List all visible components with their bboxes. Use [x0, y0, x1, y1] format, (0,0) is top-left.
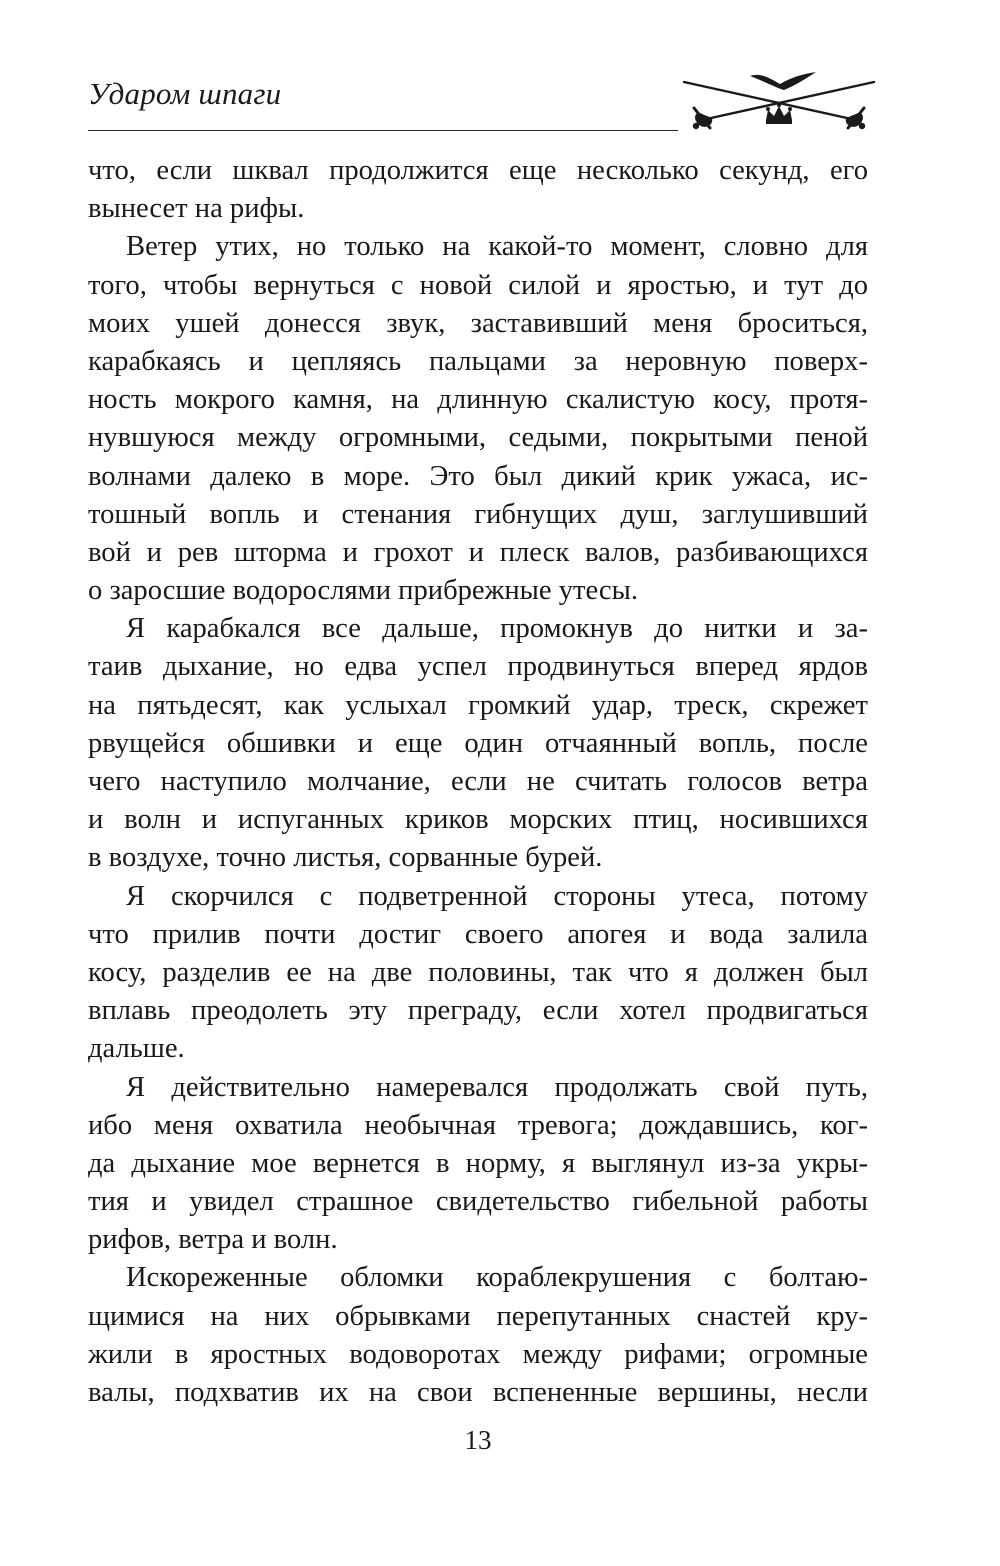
- text-line: Искореженные обломки кораблекрушения с болтаю-: [126, 1262, 868, 1294]
- text-line: тошный вопль и стенания гибнущих душ, заглушивший: [88, 498, 868, 530]
- text-line: Я скорчился с подветренной стороны утеса, потому: [126, 880, 868, 912]
- text-line: что, если шквал продолжится еще несколько секунд, его: [88, 155, 868, 186]
- text-line: того, чтобы вернуться с новой силой и яростью, и тут до: [88, 269, 868, 301]
- text-line: ность мокрого камня, на длинную скалистую косу, протя-: [88, 384, 868, 416]
- text-line: в воздухе, точно листья, сорванные бурей.: [88, 842, 603, 874]
- text-line: вой и рев шторма и грохот и плеск валов, разбивающихся: [88, 536, 868, 568]
- text-line: карабкаясь и цепляясь пальцами за неровную поверх-: [88, 345, 868, 377]
- text-line: ибо меня охватила необычная тревога; дождавшись, ког-: [88, 1109, 868, 1141]
- text-line: о заросшие водорослями прибрежные утесы.: [88, 575, 638, 607]
- crossed-swords-emblem-icon: [680, 70, 878, 136]
- text-line: вынесет на рифы.: [88, 193, 305, 225]
- text-line: моих ушей донесся звук, заставивший меня броситься,: [88, 307, 868, 339]
- text-line: что прилив почти достиг своего апогея и вода залила: [88, 918, 868, 950]
- text-line: тия и увидел страшное свидетельство гибельной работы: [88, 1186, 868, 1218]
- text-line: рифов, ветра и волн.: [88, 1224, 338, 1256]
- text-line: вплавь преодолеть эту преграду, если хотел продвигаться: [88, 995, 868, 1027]
- text-line: и волн и испуганных криков морских птиц, носившихся: [88, 804, 868, 836]
- text-line: волнами далеко в море. Это был дикий крик ужаса, ис-: [88, 460, 868, 492]
- header-rule: [88, 130, 678, 131]
- text-line: косу, разделив ее на две половины, так что я должен был: [88, 956, 868, 988]
- text-line: щимися на них обрывками перепутанных снастей кру-: [88, 1300, 868, 1332]
- running-header: [88, 70, 878, 140]
- text-line: Я действительно намеревался продолжать свой путь,: [126, 1071, 868, 1103]
- text-line: нувшуюся между огромными, седыми, покрытыми пеной: [88, 422, 868, 454]
- text-line: чего наступило молчание, если не считать голосов ветра: [88, 766, 868, 797]
- running-title: Ударом шпаги: [88, 76, 282, 111]
- text-line: валы, подхватив их на свои вспененные вершины, несли: [88, 1377, 868, 1408]
- text-line: таив дыхание, но едва успел продвинуться вперед ярдов: [88, 651, 868, 683]
- text-line: на пятьдесят, как услыхал громкий удар, треск, скрежет: [88, 689, 868, 721]
- text-line: дальше.: [88, 1033, 185, 1065]
- body-text: [88, 152, 868, 1412]
- text-line: Ветер утих, но только на какой-то момент, словно для: [126, 231, 868, 263]
- text-line: Я карабкался все дальше, промокнув до нитки и за-: [126, 613, 868, 645]
- text-line: рвущейся обшивки и еще один отчаянный вопль, после: [88, 727, 868, 759]
- text-line: да дыхание мое вернется в норму, я выглянул из-за укры-: [88, 1147, 868, 1179]
- page-number: 13: [464, 1425, 492, 1455]
- text-line: жили в яростных водоворотах между рифами; огромные: [88, 1338, 868, 1370]
